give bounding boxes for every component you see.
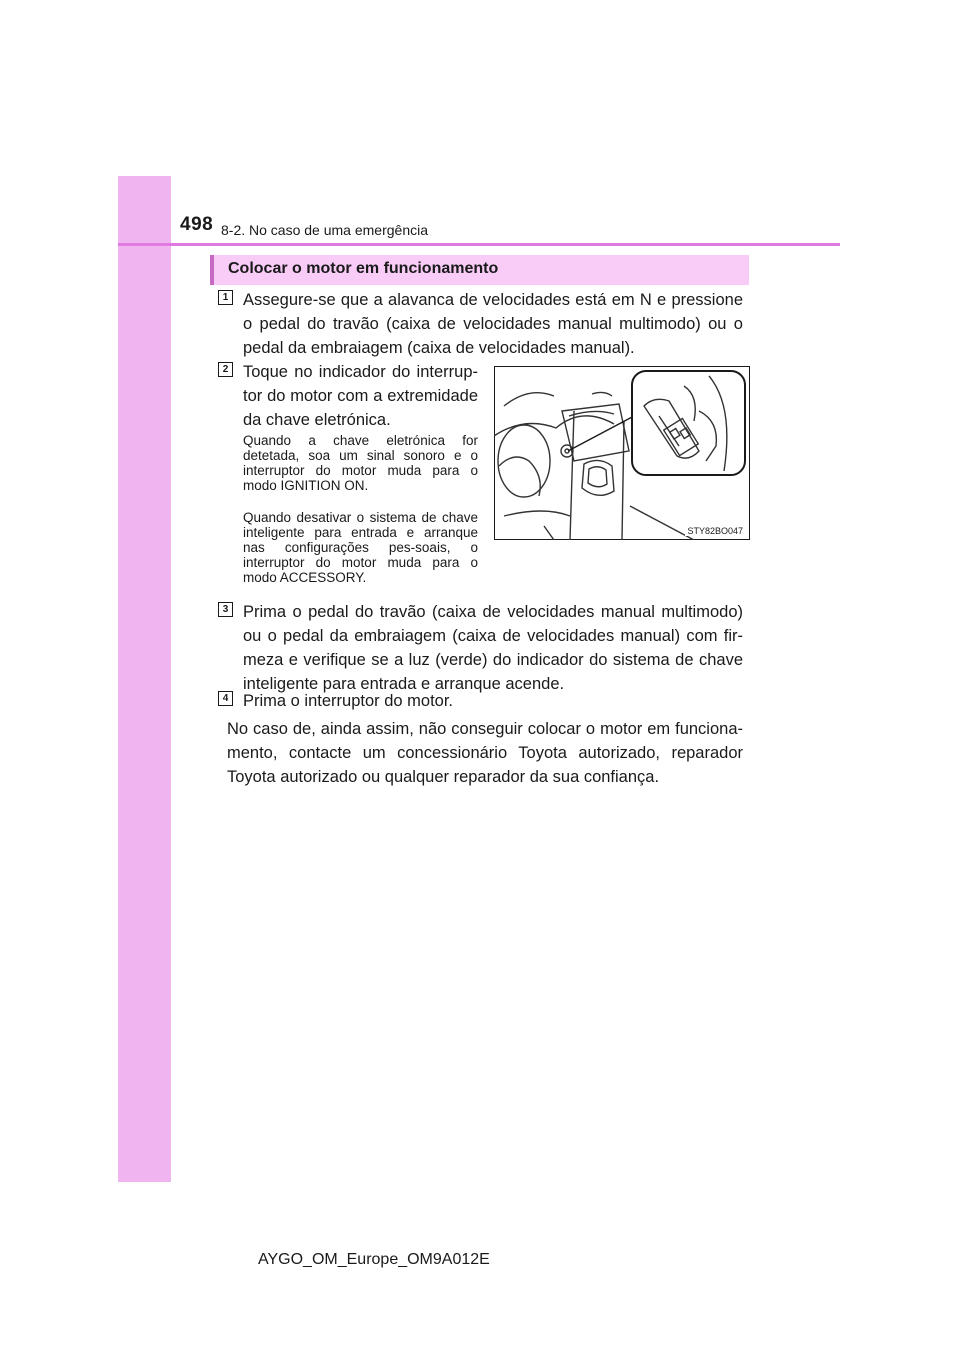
step-number-4: 4 [218,691,233,706]
header-divider [118,243,840,246]
step-number-1: 1 [218,290,233,305]
figure-dashboard-key [494,366,750,540]
dashboard-key-illustration-icon [494,366,750,540]
step-number-2: 2 [218,362,233,377]
closing-paragraph: No caso de, ainda assim, não conseguir colocar o motor em funciona-mento, contacte um concessionário Toyota autorizado, reparador Toyota autorizado ou qualquer reparador da sua confiança. [227,720,743,786]
page-number: 498 [180,214,214,235]
heading-box [210,255,749,285]
step-2-note-2: Quando desativar o sistema de chave inteligente para entrada e arranque nas configurações pes-soais, o interruptor do motor muda para o modo ACCESSORY. [243,510,478,585]
figure-code: STY82BO047 [687,526,743,536]
step-1-text: Assegure-se que a alavanca de velocidades está em N e pressione o pedal do travão (caixa de velocidades manual multimodo) ou o pedal da embraiagem (caixa de velocidades manual). [243,291,743,357]
step-4-text: Prima o interruptor do motor. [243,692,454,710]
step-2-note-1: Quando a chave eletrónica for detetada, soa um sinal sonoro e o interruptor do motor muda para o modo IGNITION ON. [243,433,478,493]
step-number-3: 3 [218,602,233,617]
chapter-side-tab [118,176,171,1182]
document-code: AYGO_OM_Europe_OM9A012E [258,1251,490,1268]
section-title: 8-2. No caso de uma emergência [221,222,428,238]
heading-title: Colocar o motor em funcionamento [228,260,499,277]
step-2-text: Toque no indicador do interrup-tor do motor com a extremidade da chave eletrónica. [243,363,478,429]
step-3-text: Prima o pedal do travão (caixa de velocidades manual multimodo) ou o pedal da embraiagem (caixa de velocidades manual) com fir-meza e verifique se a luz (verde) do indicador do sistema de chave inteligente para entrada e arranque acende. [243,603,743,693]
